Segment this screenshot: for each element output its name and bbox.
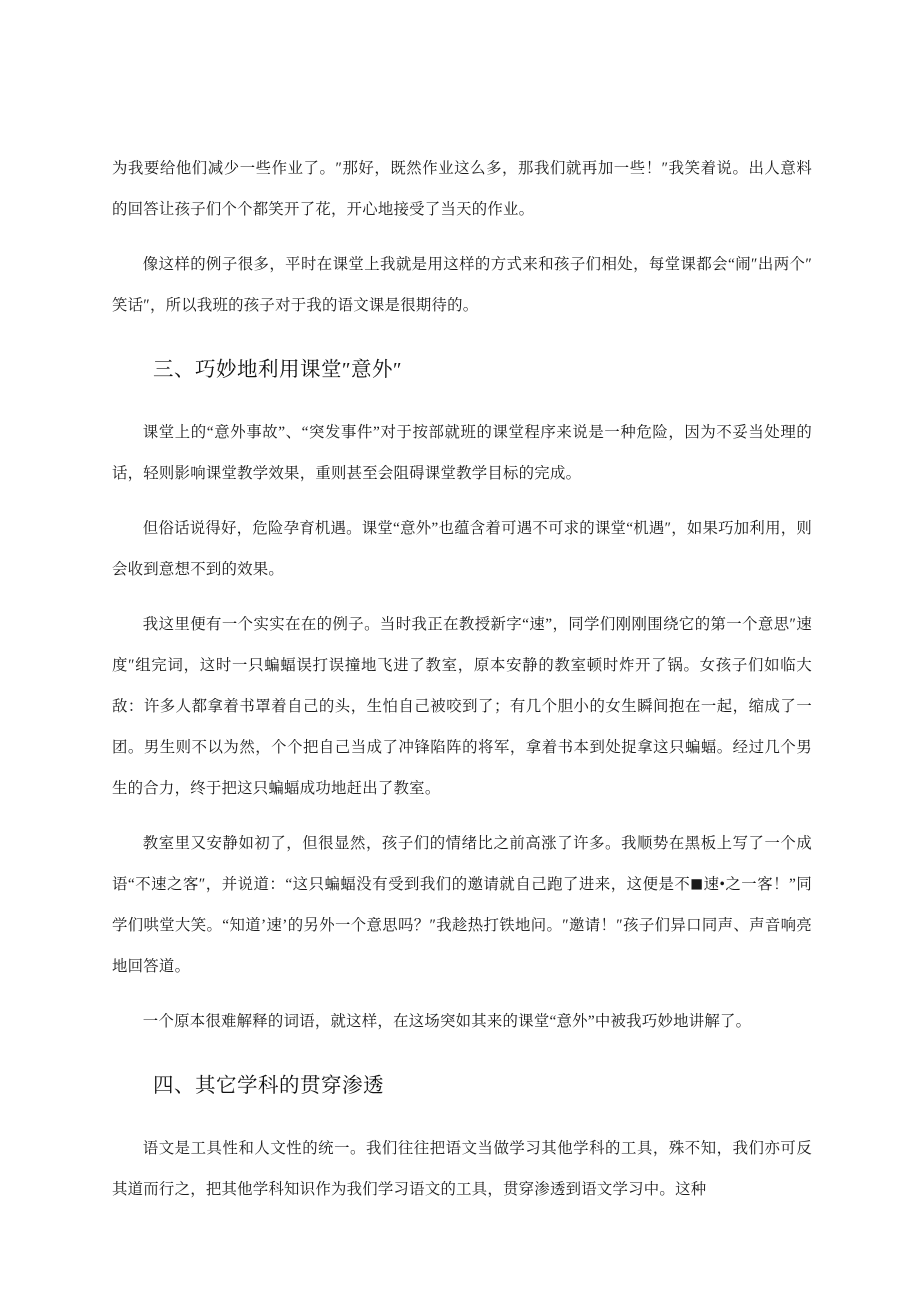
body-paragraph: 为我要给他们减少一些作业了。″那好，既然作业这么多，那我们就再加一些！″我笑着说。出人意料的回答让孩子们个个都笑开了花，开心地接受了当天的作业。 — [112, 160, 812, 218]
section-heading-three: 三、巧妙地利用课堂″意外″ — [153, 359, 403, 381]
section-heading-four: 四、其它学科的贯穿渗透 — [153, 1075, 384, 1097]
body-paragraph: 但俗话说得好，危险孕育机遇。课堂“意外”也蕴含着可遇不可求的课堂“机遇″，如果巧加利用，则会收到意想不到的效果。 — [112, 520, 812, 578]
paragraph-text-after-glyph: 速•之一客！”同学们哄堂大笑。“知道’速’的另外一个意思吗？″我趁热打铁地问。″邀请！″孩子们异口同声、声音响亮地回答道。 — [112, 876, 812, 975]
body-paragraph: 像这样的例子很多，平时在课堂上我就是用这样的方式来和孩子们相处，每堂课都会“闹″出两个″笑话″，所以我班的孩子对于我的语文课是很期待的。 — [112, 256, 812, 314]
black-square-glyph: ■ — [690, 876, 704, 892]
body-paragraph-with-glyph — [112, 823, 812, 987]
body-paragraph: 我这里便有一个实实在在的例子。当时我正在教授新字“速”，同学们刚刚围绕它的第一个意思″速度″组完词，这时一只蝙蝠误打误撞地飞进了教室，原本安静的教室顿时炸开了锅。女孩子们如临大敌：许多人都拿着书罩着自己的头，生怕自己被咬到了；有几个胆小的女生瞬间抱在一起，缩成了一团。男生则不以为然，个个把自己当成了冲锋陷阵的将军，拿着书本到处捉拿这只蝙蝠。经过几个男生的合力，终于把这只蝙蝠成功地赶出了教室。 — [112, 616, 812, 797]
body-paragraph: 课堂上的“意外事故”、“突发事件”对于按部就班的课堂程序来说是一种危险，因为不妥当处理的话，轻则影响课堂教学效果，重则甚至会阻碍课堂教学目标的完成。 — [112, 424, 812, 482]
document-content-column — [112, 148, 812, 1210]
body-paragraph: 一个原本很难解释的词语，就这样，在这场突如其来的课堂“意外”中被我巧妙地讲解了。 — [142, 1013, 752, 1030]
body-paragraph: 语文是工具性和人文性的统一。我们往往把语文当做学习其他学科的工具，殊不知，我们亦可反其道而行之，把其他学科知识作为我们学习语文的工具，贯穿渗透到语文学习中。这种 — [112, 1140, 812, 1198]
paragraph-text-before-glyph: 教室里又安静如初了，但很显然，孩子们的情绪比之前高涨了许多。我顺势在黑板上写了一个成语“不速之客″，并说道：“这只蝙蝠没有受到我们的邀请就自己跑了进来，这便是不 — [112, 835, 812, 893]
